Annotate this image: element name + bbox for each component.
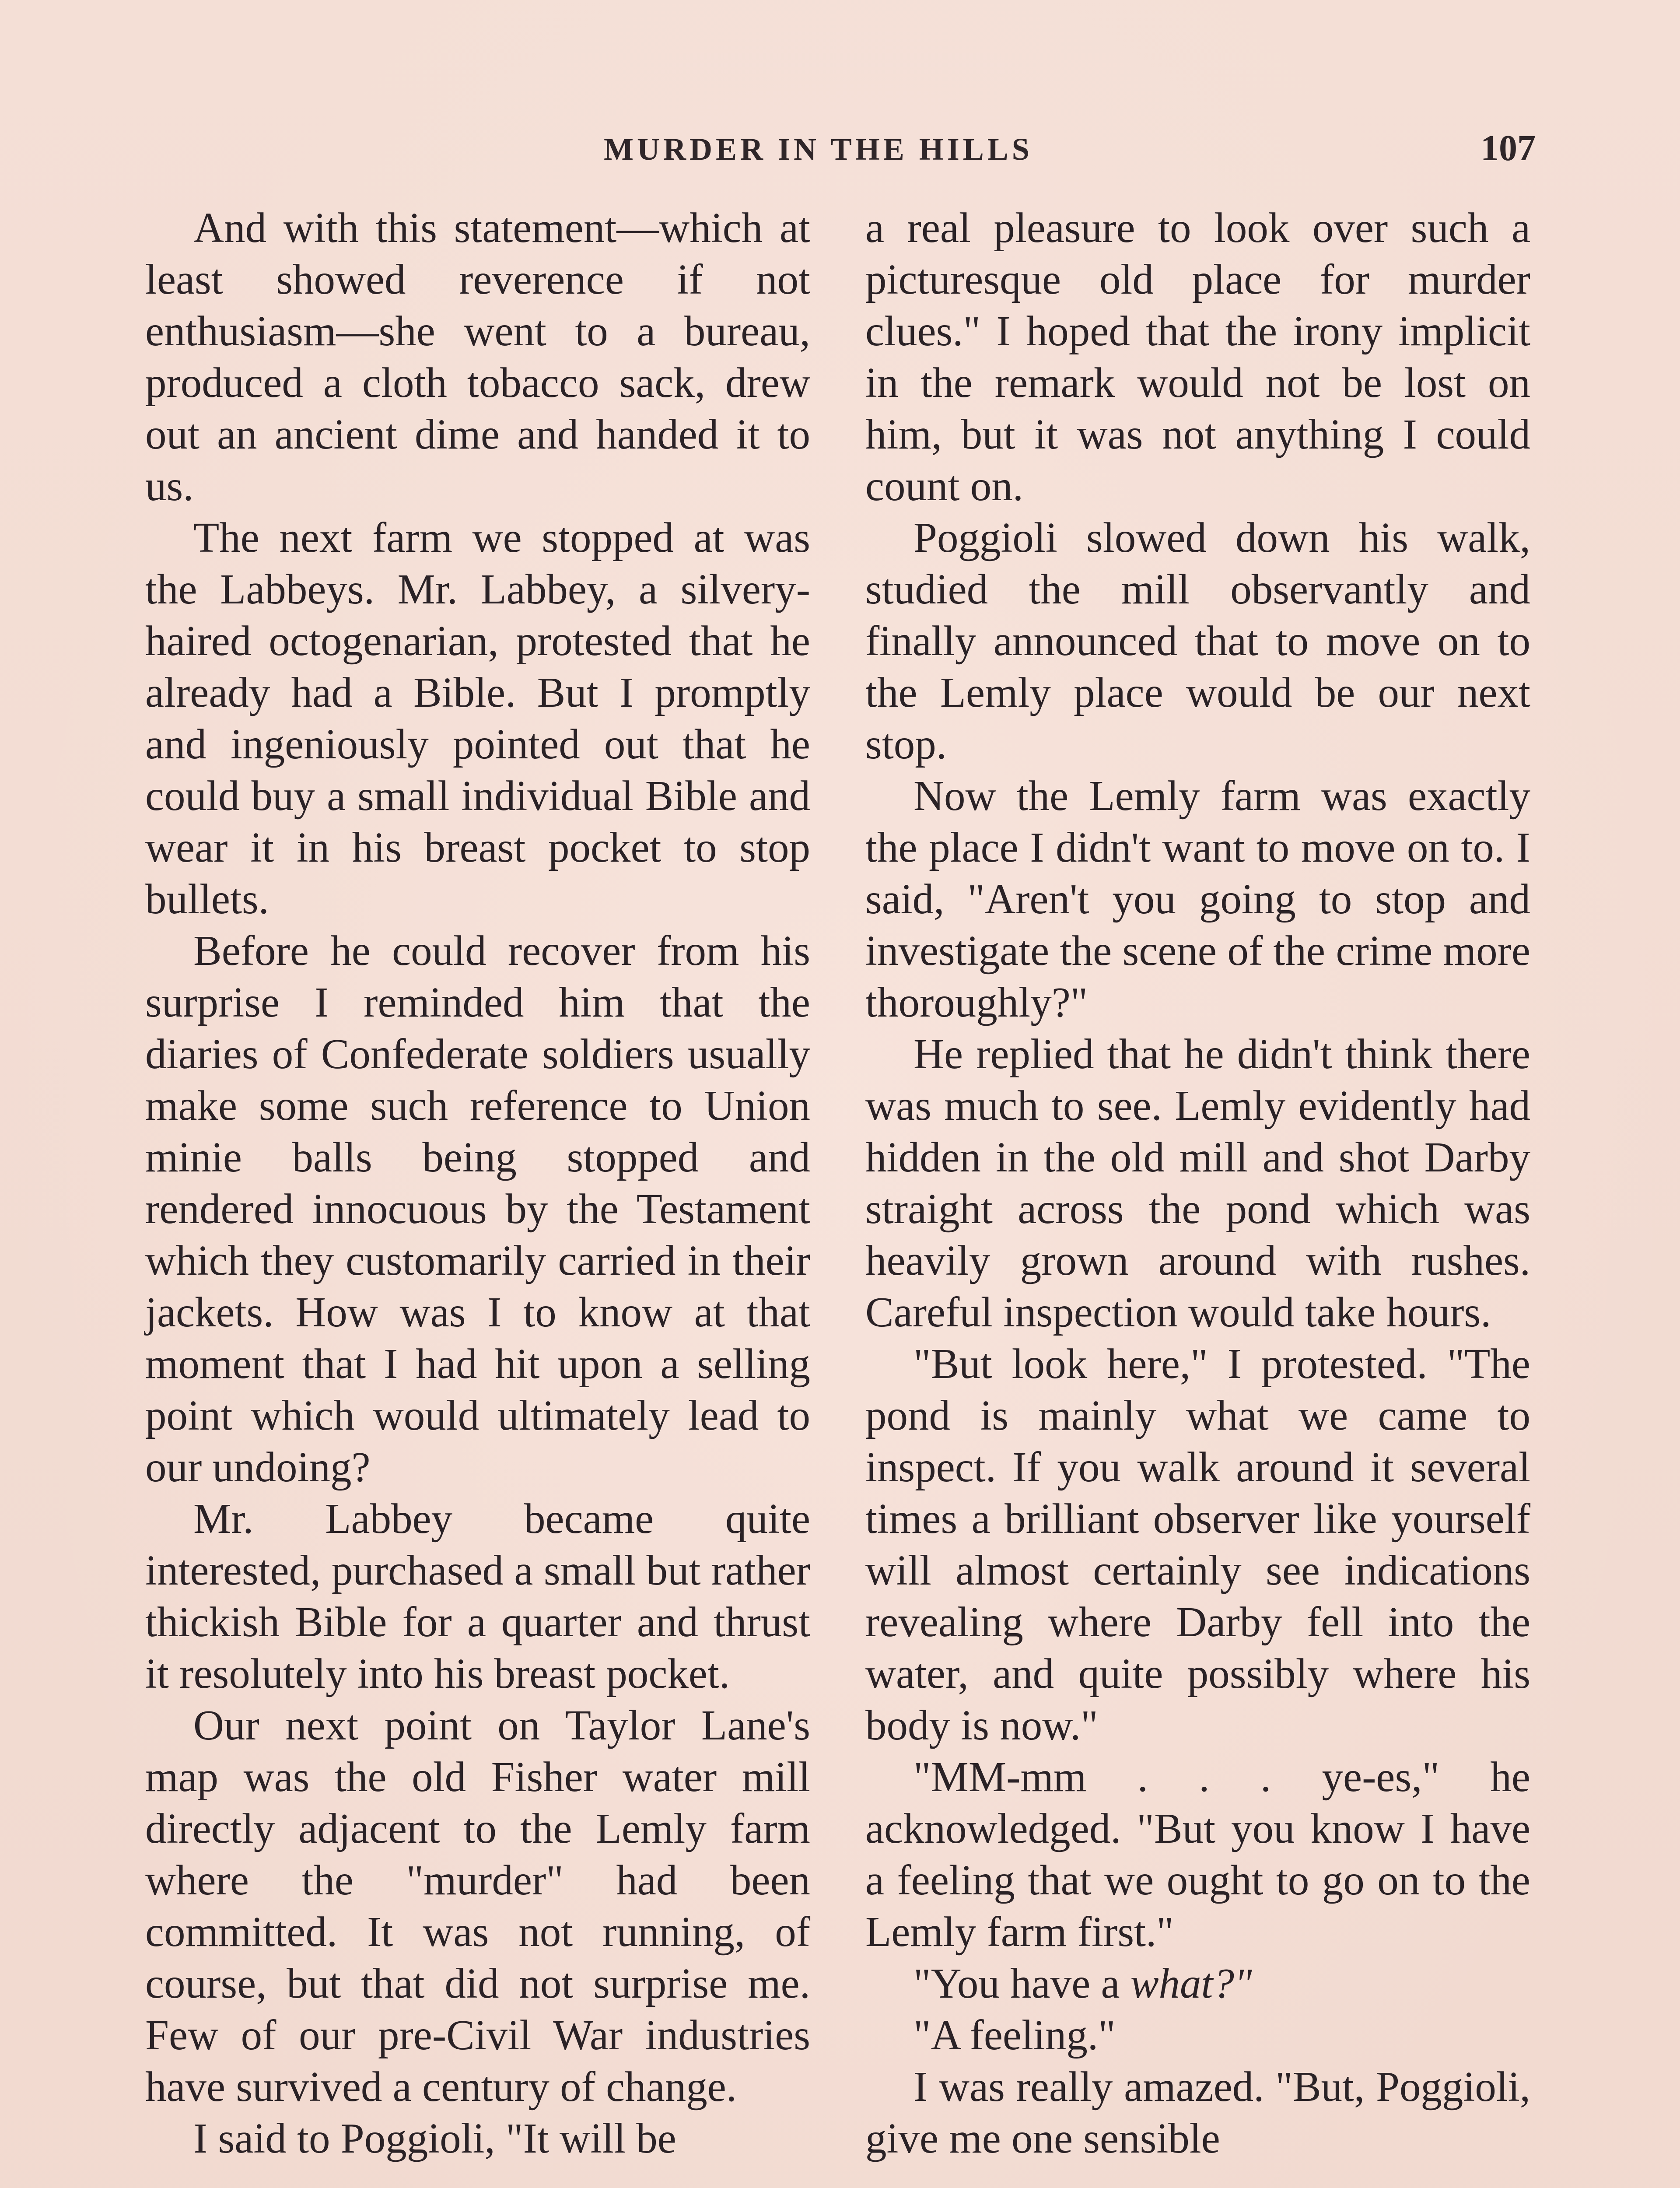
paragraph: "MM-mm . . . ye-es," he acknowledged. "But you know I have a feeling that we ought to go on to the Lemly farm first." <box>865 1753 1530 1955</box>
paragraph: "But look here," I protested. "The pond is mainly what we came to inspect. If you walk around it several times a brilliant observer like yourself will almost certainly see indications revealing where Darby fell into the water, and quite possibly where his body is now." <box>865 1340 1530 1749</box>
paragraph: And with this statement—which at least showed reverence if not enthusiasm—she went to a bureau, produced a cloth tobacco sack, drew out an ancient dime and handed it to us. <box>145 204 810 509</box>
paragraph: Before he could recover from his surprise I reminded him that the diaries of Confederate soldiers usually make some such reference to Union minie balls being stopped and rendered innocuous by the Testament which they customarily carried in their jackets. How was I to know at that moment that I had hit upon a selling point which would ultimately lead to our undoing? <box>145 927 810 1490</box>
paragraph: I was really amazed. "But, Poggioli, give me one sensible <box>865 2063 1530 2162</box>
paragraph: The next farm we stopped at was the Labbeys. Mr. Labbey, a silvery-haired octogenarian, protested that he already had a Bible. But I promptly and ingeniously pointed out that he could buy a small individual Bible and wear it in his breast pocket to stop bullets. <box>145 514 810 922</box>
paragraph: Now the Lemly farm was exactly the place I didn't want to move on to. I said, "Aren't you going to stop and investigate the scene of the crime more thoroughly?" <box>865 772 1530 1026</box>
paragraph <box>865 1958 1530 2009</box>
paragraph: a real pleasure to look over such a picturesque old place for murder clues." I hoped that the irony implicit in the remark would not be lost on him, but it was not anything I could count on. <box>865 204 1530 509</box>
emphasized-text: what?" <box>1130 1960 1252 2007</box>
paragraph: He replied that he didn't think there was much to see. Lemly evidently had hidden in the old mill and shot Darby straight across the pond which was heavily grown around with rushes. Careful inspection would take hours. <box>865 1031 1530 1336</box>
right-column <box>865 202 1530 2164</box>
left-column <box>145 202 810 2164</box>
paragraph: Poggioli slowed down his walk, studied the mill observantly and finally announced that to move on to the Lemly place would be our next stop. <box>865 514 1530 768</box>
running-title: MURDER IN THE HILLS <box>604 132 1033 167</box>
paragraph: Our next point on Taylor Lane's map was the old Fisher water mill directly adjacent to the Lemly farm where the "murder" had been committed. It was not running, of course, but that did not surprise me. Few of our pre-Civil War industries have survived a century of change. <box>145 1702 810 2110</box>
page-number: 107 <box>1480 128 1536 168</box>
dialogue-text: "You have a <box>914 1960 1130 2007</box>
paragraph: Mr. Labbey became quite interested, purchased a small but rather thickish Bible for a quarter and thrust it resolutely into his breast pocket. <box>145 1495 810 1697</box>
paragraph: "A feeling." <box>914 2012 1116 2058</box>
paragraph: I said to Poggioli, "It will be <box>193 2115 676 2162</box>
